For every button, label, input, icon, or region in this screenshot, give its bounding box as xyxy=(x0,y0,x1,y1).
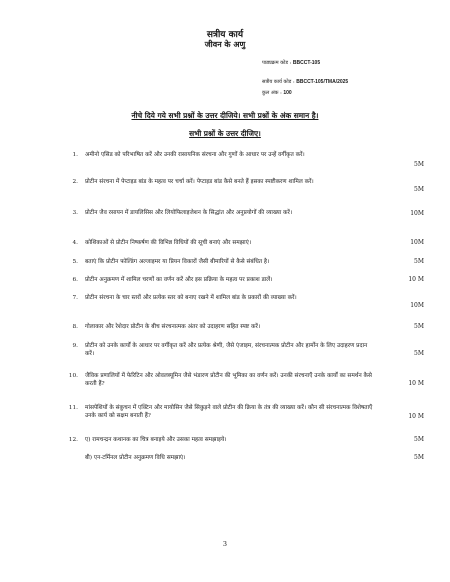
question-number: 5. xyxy=(72,259,78,265)
question-marks: 10 M xyxy=(408,276,424,283)
instructions-banner: नीचे दिये गये सभी प्रश्नों के उत्तर दीजिये। सभी प्रश्नों के अंक समान है। xyxy=(131,111,319,120)
question-text: अमीनो एसिड को परिभाषित करें और उनकी रासायनिक संरचना और गुणों के आधार पर उन्हें वर्गीकृत करें। xyxy=(85,152,305,158)
question-number: 11. xyxy=(68,405,78,411)
question-marks: 5M xyxy=(414,161,424,168)
max-marks-value: 100 xyxy=(283,90,292,96)
question-marks: 5M xyxy=(414,186,424,193)
question-text: गोलाकार और रेशेदार प्रोटीन के बीच संरचनात्मक अंतर को उदाहरण सहित स्पष्ट करें। xyxy=(85,324,261,330)
question-number: 9. xyxy=(72,343,78,349)
question-text: कोशिकाओं से प्रोटीन निष्कर्षण की विभिन्न विधियों की सूची बनाएं और समझाएं। xyxy=(85,240,252,246)
page-number: 3 xyxy=(222,540,228,548)
question-marks: 5M xyxy=(414,258,424,265)
course-code-value: BBCCT-105 xyxy=(292,60,321,66)
question-marks: 10 M xyxy=(408,413,424,420)
question-number: 8. xyxy=(72,324,78,330)
question-number: 12. xyxy=(68,437,78,443)
assignment-code-line xyxy=(262,79,348,85)
assignment-code-label: सत्रीय कार्य कोड : xyxy=(262,79,295,85)
question-marks: 5M xyxy=(414,436,424,443)
question-text: प्रोटीन को उनके कार्यों के आधार पर वर्गीकृत करें और प्रत्येक श्रेणी, जैसे एंजाइम, संरचनात्मक प्रोटीन और हार्मोन के लिए उदाहरण प्रदान करें। xyxy=(85,343,368,358)
instructions-sub-banner: सभी प्रश्नों के उत्तर दीजिए। xyxy=(189,129,261,138)
question-marks: 5M xyxy=(414,350,424,357)
max-marks-line xyxy=(262,90,292,96)
question-number: 10. xyxy=(68,373,78,379)
question-text: जैविक प्रणालियों में फेरिटिन और ओवलब्यूमिन जैसे भंडारण प्रोटीन की भूमिका का वर्णन करें। उनकी संरचनाएँ उनके कार्यों का समर्थन कैसे करती हैं? xyxy=(85,373,372,388)
question-text: ए) रामचन्द्रन कथानक का चित्र बनाइये और उसका महत्व समझाइये। xyxy=(85,437,227,443)
question-text: बी) एन-टर्मिनल प्रोटीन अनुक्रमण विधि समझाएं। xyxy=(85,455,186,461)
course-code-label: पाठ्यक्रम कोड : xyxy=(262,60,292,66)
max-marks-label: कुल अंक : xyxy=(262,90,282,96)
question-number: 4. xyxy=(72,240,78,246)
question-marks: 10M xyxy=(410,239,424,246)
question-text: बताएं कि प्रोटीन फोल्डिंग अल्जाइमर या प्रियन विकारों जैसी बीमारियों से कैसे संबंधित है। xyxy=(85,259,270,265)
question-text: प्रोटीन संरचना के चार स्तरों और प्रत्येक स्तर को बनाए रखने में शामिल बांड के प्रकारों की व्याख्या करें। xyxy=(85,295,297,301)
document-subtitle: जीवन के अणु xyxy=(204,39,246,49)
question-text: प्रोटीन अनुक्रमण में शामिल चरणों का वर्णन करें और इस प्रक्रिया के महत्व पर प्रकाश डालें। xyxy=(85,277,273,283)
question-number: 7. xyxy=(72,295,78,301)
question-text: मांसपेशियों के संकुचन में एक्टिन और मायोसिन जैसे सिकुड़ने वाले प्रोटीन की क्रिया के तंत्र की व्याख्या करें। कौन सी संरचनात्मक विशेषताएँ उनके कार्य को सक्षम बनाती हैं? xyxy=(85,405,373,420)
question-number: 6. xyxy=(72,277,78,283)
question-number: 3. xyxy=(72,210,78,216)
question-text: प्रोटीन संरचना में पेप्टाइड बांड के महत्व पर चर्चा करें। पेप्टाइड बांड कैसे बनते हैं इसका स्पष्टीकरण शामिल करें। xyxy=(85,179,314,185)
question-marks: 5M xyxy=(414,454,424,461)
question-text: प्रोटीन जैव रसायन में डायलिसिस और लियोफिलाइजेशन के सिद्धांत और अनुप्रयोगों की व्याख्या करें। xyxy=(85,210,293,216)
question-marks: 10 M xyxy=(408,380,424,387)
course-code-line xyxy=(262,60,320,66)
question-marks: 5M xyxy=(414,323,424,330)
document-title: सत्रीय कार्य xyxy=(206,30,244,40)
question-marks: 10M xyxy=(410,302,424,309)
question-marks: 10M xyxy=(410,210,424,217)
question-number: 2. xyxy=(72,179,78,185)
assignment-code-value: BBCCT-105/TMA/2025 xyxy=(296,79,349,85)
question-number: 1. xyxy=(72,152,78,158)
